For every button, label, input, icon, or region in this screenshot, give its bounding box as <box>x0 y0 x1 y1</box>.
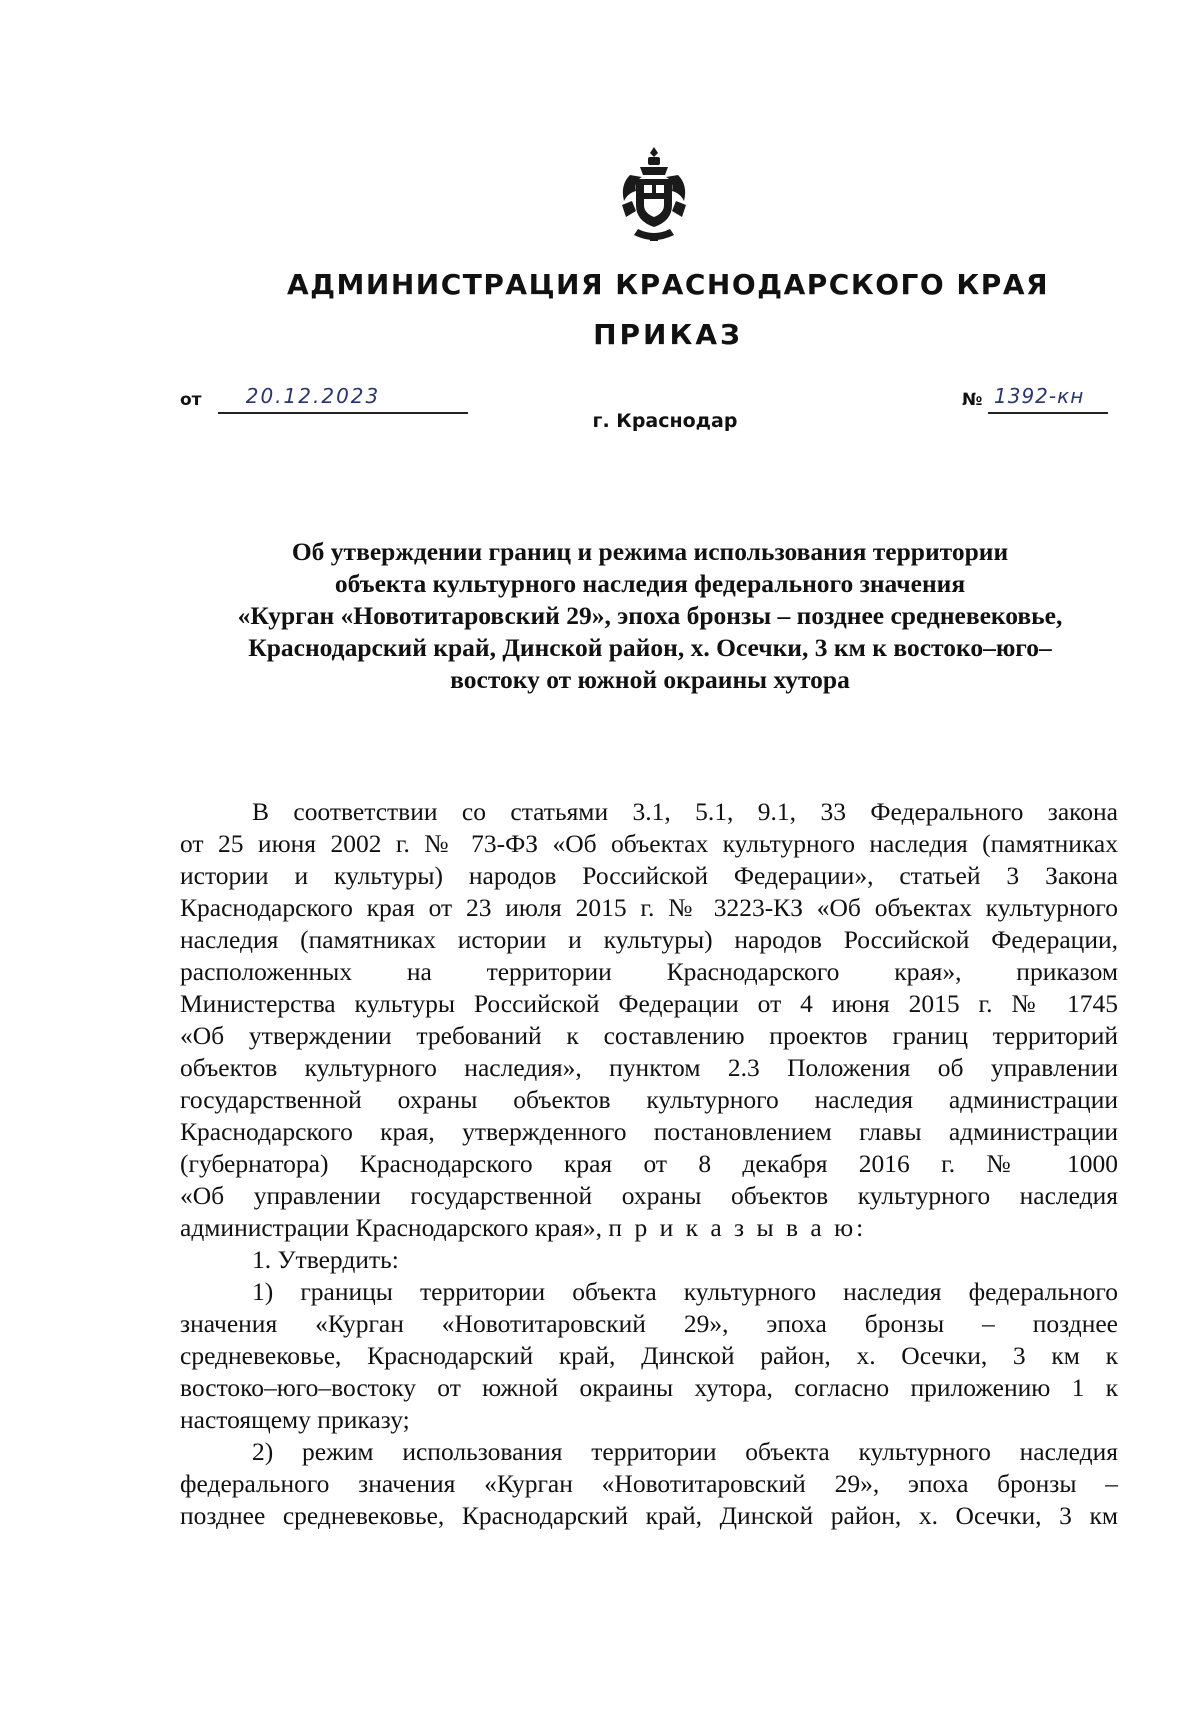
title-line: востоку от южной окраины хутора <box>450 665 850 694</box>
number-sign: № <box>962 390 983 410</box>
title-line: Об утверждении границ и режима использования территории <box>291 537 1009 566</box>
date-prefix: от <box>180 390 202 410</box>
body-line: от 25 июня 2002 г. № 73-ФЗ «Об объектах культурного наследия (памятниках <box>180 829 1118 858</box>
body-line: позднее средневековье, Краснодарский край, Динской район, х. Осечки, 3 км <box>180 1501 1118 1530</box>
organization-name: АДМИНИСТРАЦИЯ КРАСНОДАРСКОГО КРАЯ <box>286 268 1050 301</box>
body-line: 1) границы территории объекта культурного наследия федерального <box>252 1277 1118 1306</box>
title-line: Краснодарский край, Динской район, х. Осечки, 3 км к востоко–юго– <box>248 633 1052 662</box>
body-line: истории и культуры) народов Российской Федерации», статьей 3 Закона <box>180 861 1118 890</box>
title-line: объекта культурного наследия федерального значения <box>334 569 966 598</box>
body-line: расположенных на территории Краснодарского края», приказом <box>180 957 1118 986</box>
body-line: Министерства культуры Российской Федерации от 4 июня 2015 г. № 1745 <box>180 989 1118 1018</box>
document-title <box>180 536 1120 696</box>
body-line: «Об управлении государственной охраны объектов культурного наследия <box>180 1181 1118 1210</box>
body-line: (губернатора) Краснодарского края от 8 декабря 2016 г. № 1000 <box>180 1149 1118 1178</box>
body-line: государственной охраны объектов культурного наследия администрации <box>180 1085 1118 1114</box>
body-line <box>180 1212 1118 1244</box>
body-line: В соответствии со статьями 3.1, 5.1, 9.1, 33 Федерального закона <box>252 797 1118 826</box>
body-line: Краснодарского края от 23 июля 2015 г. № 3223-КЗ «Об объектах культурного <box>180 893 1118 922</box>
city: г. Краснодар <box>592 410 738 432</box>
body-line: Краснодарского края, утвержденного постановлением главы администрации <box>180 1117 1118 1146</box>
body-line: федерального значения «Курган «Новотитаровский 29», эпоха бронзы – <box>180 1469 1118 1498</box>
body-text: администрации Краснодарского края», <box>180 1213 603 1242</box>
document-type: ПРИКАЗ <box>593 318 743 351</box>
body-line: наследия (памятниках истории и культуры) народов Российской Федерации, <box>180 925 1118 954</box>
body-line: объектов культурного наследия», пунктом 2.3 Положения об управлении <box>180 1053 1118 1082</box>
body-line: «Об утверждении требований к составлению проектов границ территорий <box>180 1021 1118 1050</box>
body-line: 1. Утвердить: <box>252 1245 399 1274</box>
body-line: 2) режим использования территории объекта культурного наследия <box>252 1437 1118 1466</box>
title-line: «Курган «Новотитаровский 29», эпоха бронзы – позднее средневековье, <box>237 601 1063 630</box>
body-line: востоко–юго–востоку от южной окраины хутора, согласно приложению 1 к <box>180 1373 1118 1402</box>
handwritten-number: 1392-кн <box>994 384 1085 408</box>
body-line: настоящему приказу; <box>180 1405 410 1434</box>
body-line: значения «Курган «Новотитаровский 29», эпоха бронзы – позднее <box>180 1309 1118 1338</box>
handwritten-date: 20.12.2023 <box>245 384 381 408</box>
coat-of-arms-emblem <box>614 145 694 245</box>
body-line: средневековье, Краснодарский край, Динской район, х. Осечки, 3 км к <box>180 1341 1118 1370</box>
document-body <box>180 796 1118 1532</box>
order-word: п р и к а з ы в а ю: <box>608 1213 867 1242</box>
